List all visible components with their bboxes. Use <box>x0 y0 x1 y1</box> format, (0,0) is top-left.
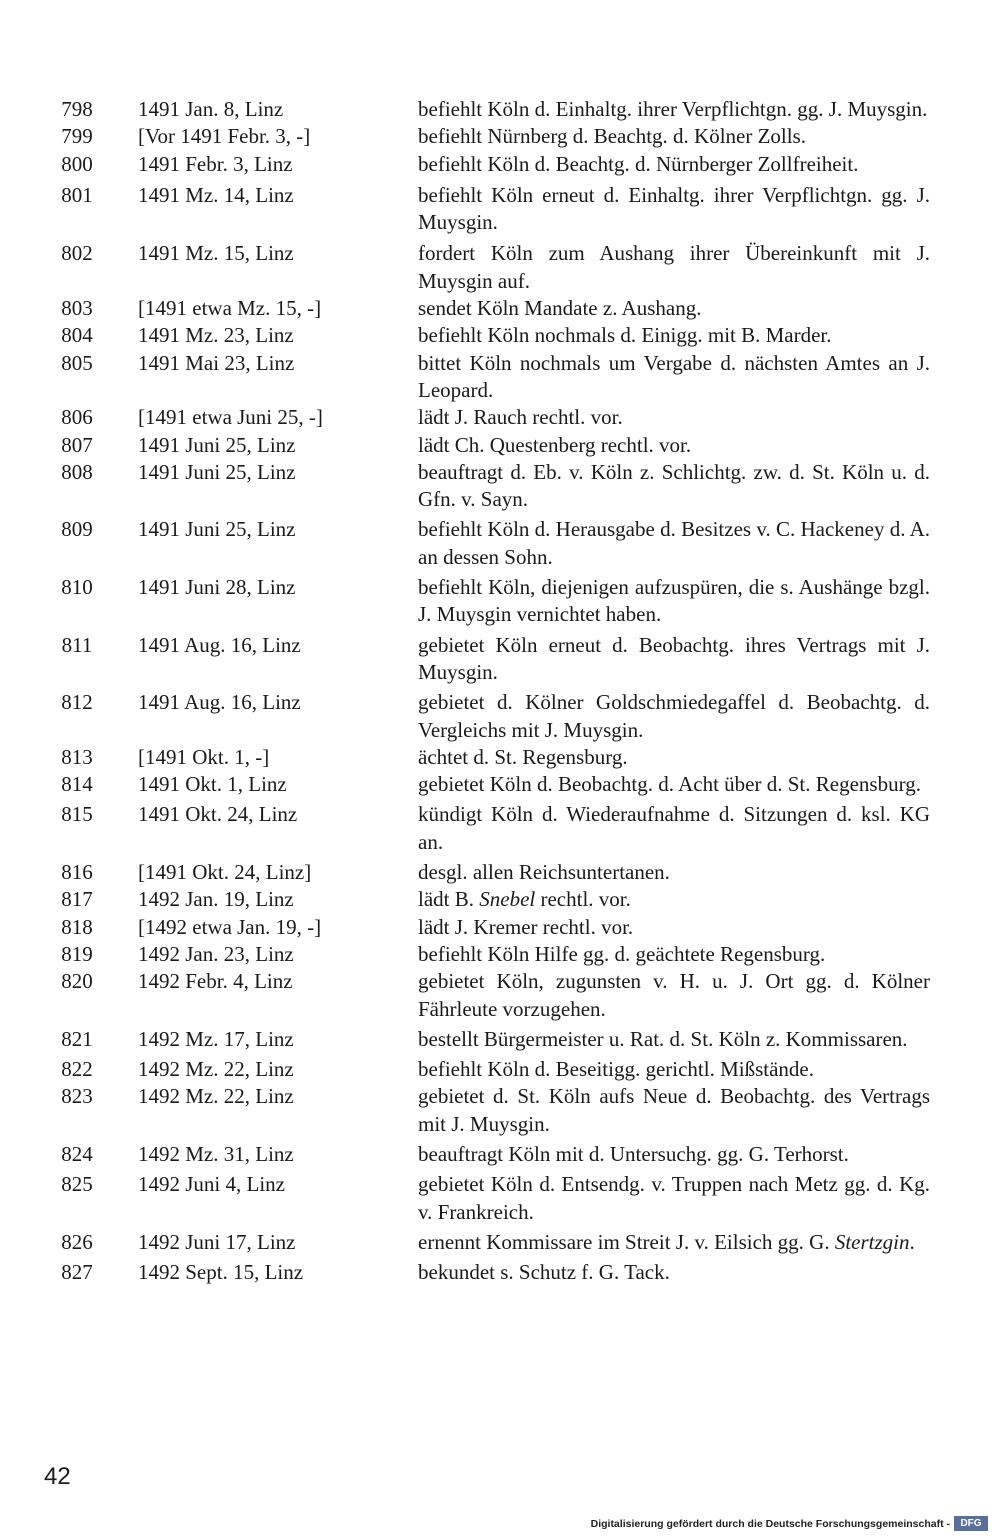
register-entry <box>0 914 1000 941</box>
entry-date: 1491 Aug. 16, Linz <box>138 690 301 715</box>
register-entry <box>0 404 1000 431</box>
entry-number: 802 <box>61 241 93 266</box>
entry-text: befiehlt Köln nochmals d. Einigg. mit B. Marder. <box>418 323 832 348</box>
entry-text: gebietet d. St. Köln aufs Neue d. Beobachtg. des Vertrags mit J. Muysgin. <box>418 1084 930 1136</box>
dfg-logo: DFG <box>954 1516 988 1531</box>
register-entry <box>0 459 1000 514</box>
entry-text: bekundet s. Schutz f. G. Tack. <box>418 1260 670 1285</box>
entry-number: 827 <box>61 1260 93 1285</box>
entry-date: 1491 Mz. 23, Linz <box>138 323 294 348</box>
entry-number: 801 <box>61 182 93 207</box>
entry-text-part: . <box>909 1229 915 1254</box>
entry-number: 814 <box>61 772 93 797</box>
entry-date: 1491 Juni 25, Linz <box>138 459 296 484</box>
entry-date: 1491 Mz. 15, Linz <box>138 241 294 266</box>
entry-number: 800 <box>61 151 93 176</box>
register-entry <box>0 1083 1000 1138</box>
entry-date: 1491 Mz. 14, Linz <box>138 182 294 207</box>
register-entry <box>0 1141 1000 1168</box>
entry-text: beauftragt Köln mit d. Untersuchg. gg. G. Terhorst. <box>418 1141 849 1166</box>
entry-text: befiehlt Köln d. Beachtg. d. Nürnberger Zollfreiheit. <box>418 151 859 176</box>
register-entry <box>0 182 1000 237</box>
register-entry <box>0 1026 1000 1053</box>
entry-text-part: rechtl. vor. <box>535 887 631 912</box>
register-entry <box>0 689 1000 744</box>
entry-text: gebietet d. Kölner Goldschmiedegaffel d. Beobachtg. d. Vergleichs mit J. Muysgin. <box>418 690 930 742</box>
entry-number: 810 <box>61 575 93 600</box>
register-entry <box>0 516 1000 571</box>
entry-number: 805 <box>61 350 93 375</box>
register-entry <box>0 1171 1000 1226</box>
register-entry <box>0 432 1000 459</box>
entry-date: 1492 Mz. 17, Linz <box>138 1026 294 1051</box>
register-entry <box>0 744 1000 771</box>
register-entries <box>0 96 1000 1286</box>
register-entry <box>0 1056 1000 1083</box>
entry-text-part: ernennt Kommissare im Streit J. v. Eilsich gg. G. <box>418 1229 835 1254</box>
entry-date: 1491 Mai 23, Linz <box>138 350 295 375</box>
entry-number: 813 <box>61 744 93 769</box>
entry-date: 1492 Mz. 31, Linz <box>138 1141 294 1166</box>
entry-date: [1491 Okt. 1, -] <box>138 744 270 769</box>
entry-text: gebietet Köln, zugunsten v. H. u. J. Ort gg. d. Kölner Fährleute vorzugehen. <box>418 969 930 1021</box>
entry-text: befiehlt Köln erneut d. Einhaltg. ihrer Verpflichtgn. gg. J. Muysgin. <box>418 182 930 235</box>
entry-number: 819 <box>61 941 93 966</box>
entry-date: 1492 Mz. 22, Linz <box>138 1057 294 1082</box>
entry-text: befiehlt Nürnberg d. Beachtg. d. Kölner Zolls. <box>418 124 807 149</box>
entry-date: 1492 Jan. 19, Linz <box>138 887 294 912</box>
entry-date: 1491 Okt. 1, Linz <box>138 772 287 797</box>
register-entry <box>0 151 1000 178</box>
entry-date: 1491 Febr. 3, Linz <box>138 151 293 176</box>
register-entry <box>0 771 1000 798</box>
entry-number: 811 <box>61 632 93 657</box>
entry-date: 1492 Juni 17, Linz <box>138 1229 296 1254</box>
register-entry <box>0 350 1000 405</box>
entry-text: bittet Köln nochmals um Vergabe d. nächsten Amtes an J. Leopard. <box>418 350 930 402</box>
entry-text: desgl. allen Reichsuntertanen. <box>418 860 670 885</box>
entry-number: 803 <box>61 296 93 321</box>
entry-number: 825 <box>61 1172 93 1197</box>
entry-text: befiehlt Köln, diejenigen aufzuspüren, die s. Aushänge bzgl. J. Muysgin vernichtet haben. <box>418 575 930 627</box>
entry-number: 816 <box>61 860 93 885</box>
entry-date: 1491 Jan. 8, Linz <box>138 97 284 121</box>
entry-number: 817 <box>61 887 93 912</box>
entry-number: 807 <box>61 432 93 457</box>
entry-text: lädt J. Rauch rechtl. vor. <box>418 405 623 430</box>
entry-number: 798 <box>61 97 93 121</box>
entry-date: 1492 Jan. 23, Linz <box>138 941 294 966</box>
entry-date: [Vor 1491 Febr. 3, -] <box>138 124 311 149</box>
entry-date: 1491 Aug. 16, Linz <box>138 632 301 657</box>
entry-text <box>418 886 930 913</box>
entry-text: beauftragt d. Eb. v. Köln z. Schlichtg. zw. d. St. Köln u. d. Gfn. v. Sayn. <box>418 459 930 512</box>
digitization-credit: Digitalisierung gefördert durch die Deutsche Forschungsgemeinschaft - <box>590 1518 950 1530</box>
entry-number: 824 <box>61 1141 93 1166</box>
entry-text: befiehlt Köln Hilfe gg. d. geächtete Regensburg. <box>418 941 826 966</box>
register-entry <box>0 941 1000 968</box>
entry-number: 799 <box>61 124 93 149</box>
entry-date: 1492 Mz. 22, Linz <box>138 1084 294 1109</box>
register-entry <box>0 632 1000 687</box>
entry-number: 821 <box>61 1026 93 1051</box>
entry-number: 808 <box>61 459 93 484</box>
entry-date: [1491 etwa Juni 25, -] <box>138 405 323 430</box>
entry-number: 826 <box>61 1229 93 1254</box>
entry-number: 809 <box>61 517 93 542</box>
entry-text: befiehlt Köln d. Herausgabe d. Besitzes v. C. Hackeney d. A. an dessen Sohn. <box>418 517 930 569</box>
entry-number: 822 <box>61 1057 93 1082</box>
entry-number: 815 <box>61 802 93 827</box>
entry-text: befiehlt Köln d. Beseitigg. gerichtl. Mißstände. <box>418 1057 815 1082</box>
entry-text <box>418 1229 930 1256</box>
entry-text: lädt J. Kremer rechtl. vor. <box>418 914 634 939</box>
entry-number: 820 <box>61 969 93 994</box>
register-entry <box>0 574 1000 629</box>
entry-text: gebietet Köln d. Beobachtg. d. Acht über d. St. Regensburg. <box>418 772 921 797</box>
entry-number: 804 <box>61 323 93 348</box>
register-entry <box>0 295 1000 322</box>
register-entry <box>0 801 1000 856</box>
entry-text: befiehlt Köln d. Einhaltg. ihrer Verpflichtgn. gg. J. Muysgin. <box>418 97 928 121</box>
register-entry <box>0 859 1000 886</box>
entry-date: 1491 Juni 25, Linz <box>138 517 296 542</box>
entry-text: ächtet d. St. Regensburg. <box>418 744 628 769</box>
entry-date: 1492 Juni 4, Linz <box>138 1172 285 1197</box>
register-entry <box>0 123 1000 150</box>
register-entry <box>0 322 1000 349</box>
entry-text-italic: Stertzgin <box>834 1229 910 1254</box>
register-entry <box>0 968 1000 1023</box>
entry-number: 806 <box>61 405 93 430</box>
entry-date: 1491 Juni 28, Linz <box>138 575 296 600</box>
register-entry <box>0 1229 1000 1256</box>
entry-number: 818 <box>61 914 93 939</box>
entry-date: [1491 Okt. 24, Linz] <box>138 860 312 885</box>
entry-text: gebietet Köln erneut d. Beobachtg. ihres Vertrags mit J. Muysgin. <box>418 632 930 684</box>
entry-number: 823 <box>61 1084 93 1109</box>
entry-text: bestellt Bürgermeister u. Rat. d. St. Köln z. Kommissaren. <box>418 1026 908 1051</box>
entry-text: gebietet Köln d. Entsendg. v. Truppen nach Metz gg. d. Kg. v. Frankreich. <box>418 1172 930 1224</box>
entry-number: 812 <box>61 690 93 715</box>
entry-date: 1491 Juni 25, Linz <box>138 432 296 457</box>
page-number: 42 <box>44 1463 71 1490</box>
entry-text: fordert Köln zum Aushang ihrer Übereinkunft mit J. Muysgin auf. <box>418 241 930 293</box>
register-entry <box>0 96 1000 123</box>
entry-date: 1491 Okt. 24, Linz <box>138 802 298 827</box>
entry-text-part: lädt B. <box>418 887 480 912</box>
register-entry <box>0 1259 1000 1286</box>
entry-date: 1492 Sept. 15, Linz <box>138 1260 304 1285</box>
register-entry <box>0 240 1000 295</box>
entry-text: kündigt Köln d. Wiederaufnahme d. Sitzungen d. ksl. KG an. <box>418 802 930 854</box>
entry-date: [1491 etwa Mz. 15, -] <box>138 296 322 321</box>
entry-text-italic: Snebel <box>479 887 536 912</box>
entry-text: sendet Köln Mandate z. Aushang. <box>418 296 702 321</box>
entry-text: lädt Ch. Questenberg rechtl. vor. <box>418 432 692 457</box>
register-entry <box>0 886 1000 913</box>
entry-date: 1492 Febr. 4, Linz <box>138 969 293 994</box>
entry-date: [1492 etwa Jan. 19, -] <box>138 914 322 939</box>
